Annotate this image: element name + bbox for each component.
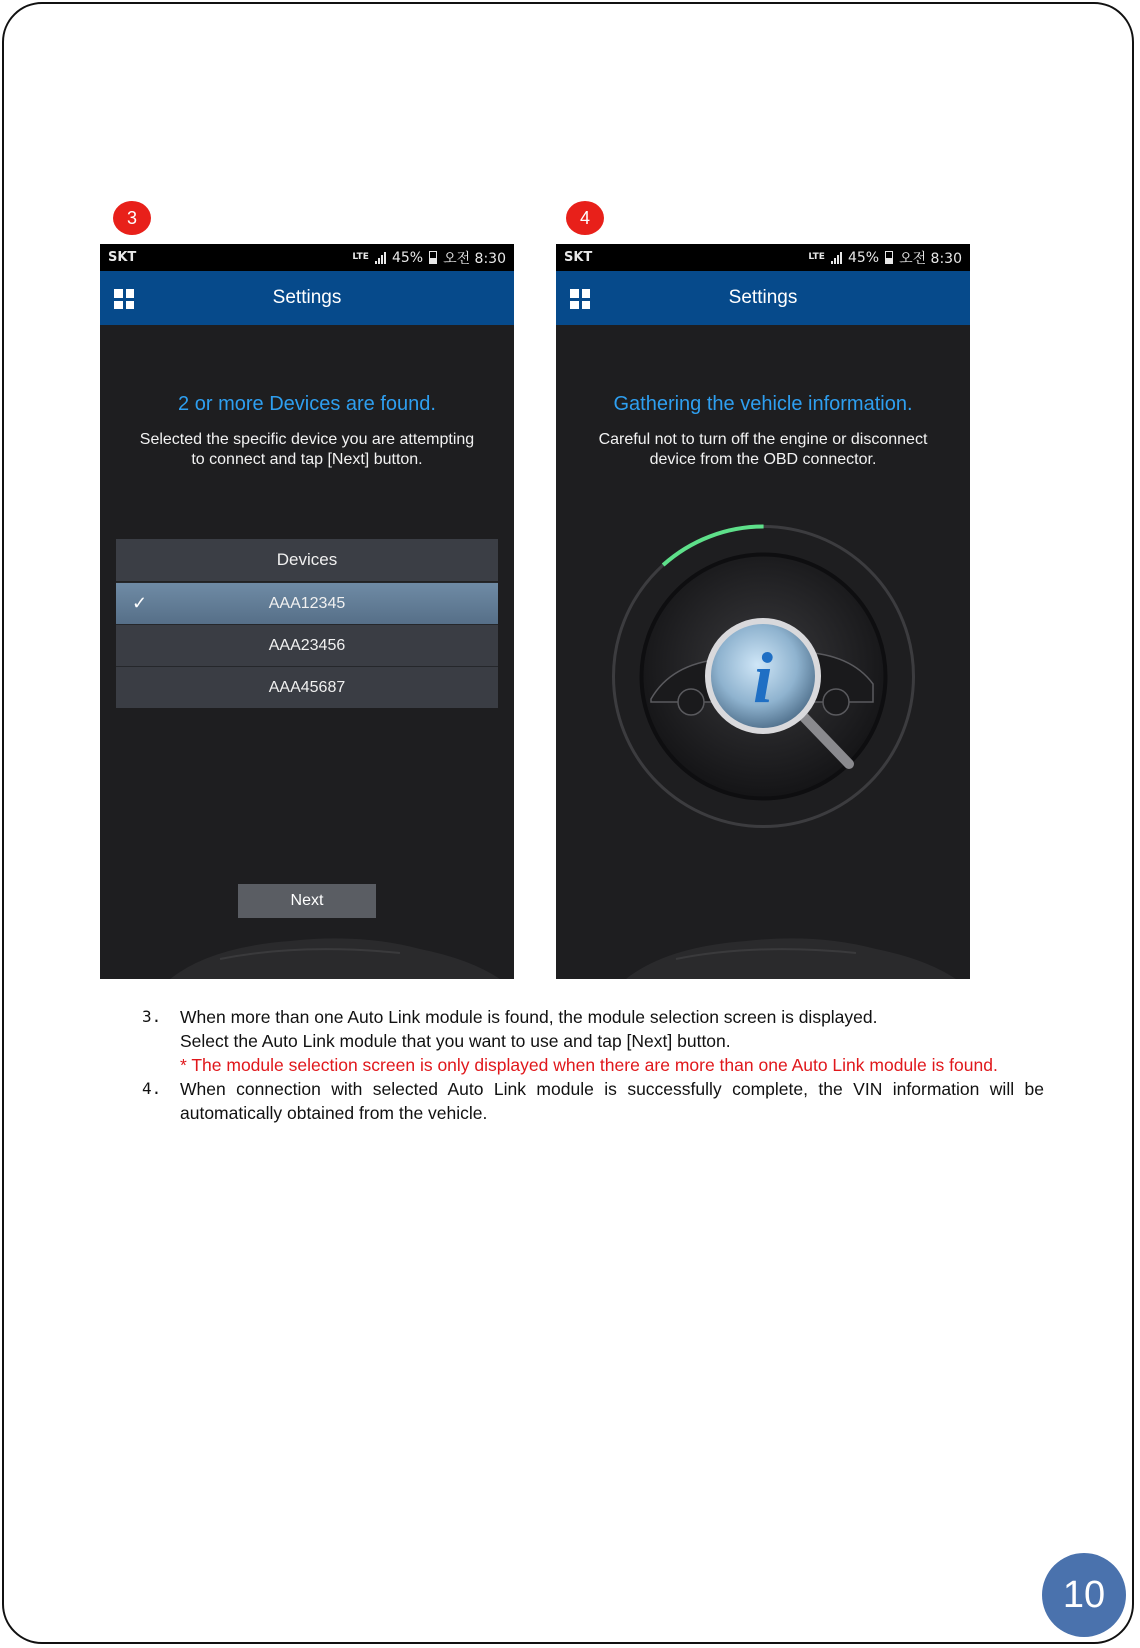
page-title: Settings — [272, 287, 342, 308]
progress-gauge — [611, 524, 916, 829]
headline: Gathering the vehicle information. — [613, 393, 913, 415]
battery-icon — [885, 251, 893, 264]
instruction-text — [120, 430, 494, 470]
car-silhouette-background — [100, 919, 514, 979]
menu-grid-icon[interactable] — [114, 289, 134, 309]
signal-icon — [375, 252, 386, 264]
battery-icon — [429, 251, 437, 264]
phone-screen-gathering-info — [556, 244, 970, 979]
clock: 오전 8:30 — [443, 250, 506, 267]
headline: 2 or more Devices are found. — [178, 393, 436, 415]
device-row[interactable] — [116, 624, 498, 666]
instruction-text — [576, 430, 950, 470]
car-silhouette-background — [556, 919, 970, 979]
battery-percent: 45% — [391, 249, 424, 266]
phone-screen-device-select — [100, 244, 514, 979]
status-bar — [556, 244, 970, 271]
device-list — [116, 539, 498, 708]
instruction-line: When connection with selected Auto Link module is successfully complete, the VIN information will be automatically obtained from the vehicle. — [180, 1079, 1044, 1123]
instruction-item-3 — [138, 1005, 1044, 1077]
page-number: 10 — [1042, 1553, 1126, 1637]
carrier-label: SKT — [108, 250, 137, 265]
instruction-line: to connect and tap [Next] button. — [191, 451, 423, 468]
clock: 오전 8:30 — [899, 250, 962, 267]
instruction-number: 4. — [142, 1079, 162, 1098]
lte-icon: LTE — [352, 252, 369, 262]
lte-icon: LTE — [808, 252, 825, 262]
device-name: AAA23456 — [268, 636, 346, 654]
instruction-line: device from the OBD connector. — [649, 451, 877, 468]
app-bar — [556, 271, 970, 325]
device-row[interactable] — [116, 666, 498, 708]
menu-grid-icon[interactable] — [570, 289, 590, 309]
device-name: AAA12345 — [268, 594, 346, 612]
page-title: Settings — [728, 287, 798, 308]
app-bar — [100, 271, 514, 325]
info-glyph: i — [752, 638, 774, 718]
signal-icon — [831, 252, 842, 264]
carrier-label: SKT — [564, 250, 593, 265]
device-row[interactable] — [116, 582, 498, 624]
device-list-header: Devices — [116, 539, 498, 582]
status-bar — [100, 244, 514, 271]
check-icon: ✓ — [132, 593, 148, 613]
instruction-line: When more than one Auto Link module is found, the module selection screen is displayed. — [180, 1007, 878, 1027]
instruction-number: 3. — [142, 1007, 162, 1026]
instructions — [138, 1005, 1044, 1125]
instruction-item-4 — [138, 1077, 1044, 1125]
instruction-line: Select the Auto Link module that you want to use and tap [Next] button. — [180, 1031, 731, 1051]
step-3-badge: 3 — [113, 201, 151, 235]
step-4-badge: 4 — [566, 201, 604, 235]
instruction-note: * The module selection screen is only displayed when there are more than one Auto Link module is found. — [180, 1055, 998, 1075]
battery-percent: 45% — [847, 249, 880, 266]
instruction-line: Careful not to turn off the engine or disconnect — [598, 431, 928, 448]
next-button[interactable]: Next — [238, 884, 376, 918]
device-name: AAA45687 — [268, 678, 346, 696]
instruction-line: Selected the specific device you are attempting — [139, 431, 475, 448]
